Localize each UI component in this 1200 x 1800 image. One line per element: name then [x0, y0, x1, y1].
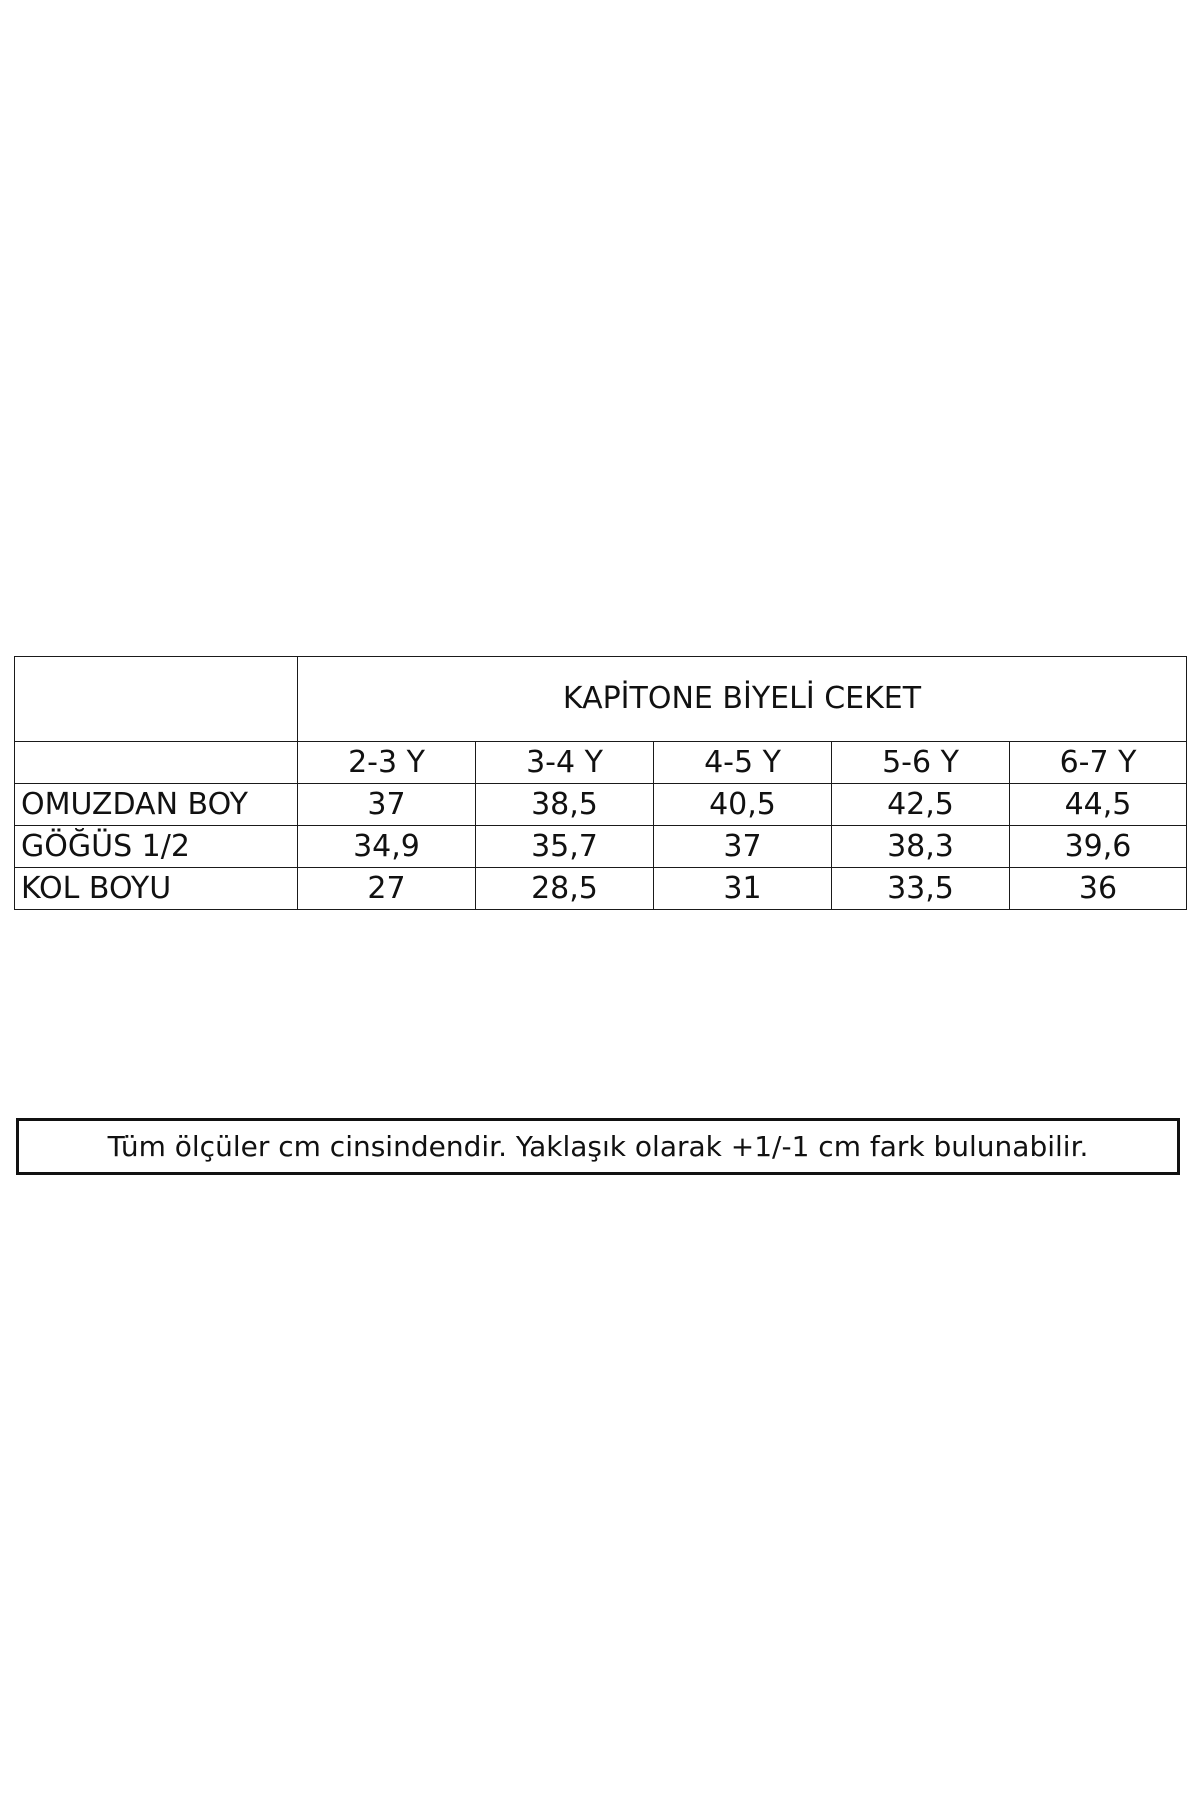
measurement-cell: 40,5: [654, 784, 832, 826]
measurement-cell: 38,5: [476, 784, 654, 826]
product-title: KAPİTONE BİYELİ CEKET: [298, 657, 1187, 742]
table-row: [15, 868, 1187, 910]
measurement-cell: 34,9: [298, 826, 476, 868]
measurement-cell: 35,7: [476, 826, 654, 868]
size-header-row: [15, 742, 1187, 784]
measurement-cell: 36: [1010, 868, 1187, 910]
empty-corner-cell: [15, 657, 298, 742]
measurement-cell: 33,5: [832, 868, 1010, 910]
row-label: GÖĞÜS 1/2: [15, 826, 298, 868]
measurement-cell: 27: [298, 868, 476, 910]
size-header-cell: 6-7 Y: [1010, 742, 1187, 784]
size-header-cell: 2-3 Y: [298, 742, 476, 784]
measurement-cell: 38,3: [832, 826, 1010, 868]
measurement-note-box: [16, 1118, 1180, 1175]
table-row: [15, 784, 1187, 826]
size-header-cell: 3-4 Y: [476, 742, 654, 784]
size-header-cell: 4-5 Y: [654, 742, 832, 784]
measurement-cell: 39,6: [1010, 826, 1187, 868]
size-header-cell: 5-6 Y: [832, 742, 1010, 784]
measurement-cell: 31: [654, 868, 832, 910]
empty-label-cell: [15, 742, 298, 784]
measurement-cell: 37: [298, 784, 476, 826]
size-chart-table: [14, 656, 1187, 910]
table-row: [15, 826, 1187, 868]
measurement-cell: 44,5: [1010, 784, 1187, 826]
measurement-cell: 28,5: [476, 868, 654, 910]
measurement-note-text: Tüm ölçüler cm cinsindendir. Yaklaşık olarak +1/-1 cm fark bulunabilir.: [107, 1129, 1089, 1163]
measurement-cell: 37: [654, 826, 832, 868]
row-label: KOL BOYU: [15, 868, 298, 910]
measurement-cell: 42,5: [832, 784, 1010, 826]
row-label: OMUZDAN BOY: [15, 784, 298, 826]
title-row: [15, 657, 1187, 742]
